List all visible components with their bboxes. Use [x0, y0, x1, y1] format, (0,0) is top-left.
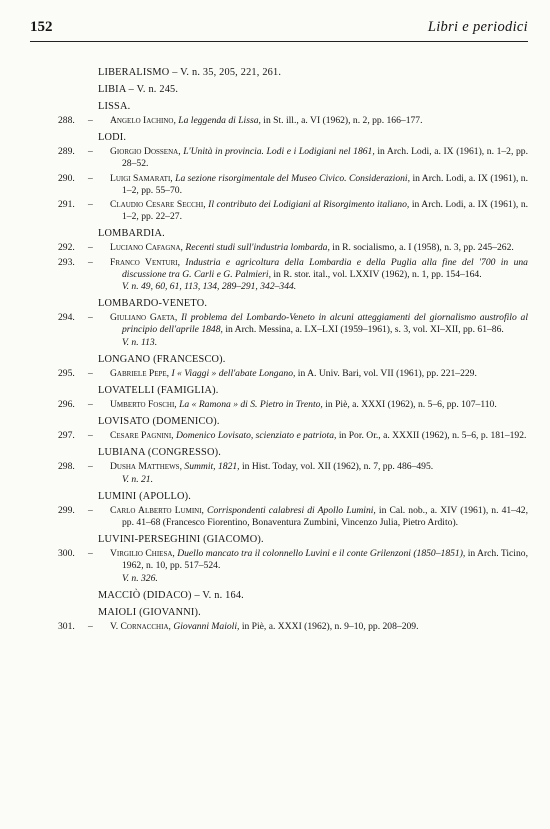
- bibliography-entry: [30, 199, 528, 223]
- entry-author: Angelo Iachino,: [110, 115, 176, 126]
- citation-text: [110, 461, 528, 473]
- subject-heading: LODI.: [98, 132, 127, 144]
- subject-heading: MAIOLI (GIOVANNI).: [98, 606, 201, 618]
- entry-author: Giorgio Dossena,: [110, 146, 181, 158]
- entry-title: La leggenda di Lissa,: [178, 115, 261, 126]
- entry-title: Il contributo dei Lodigiani al Risorgimento italiano,: [208, 199, 410, 211]
- bibliography-entry: [30, 312, 528, 349]
- entry-number: 289.: [58, 146, 75, 158]
- subject-heading: LOVATELLI (FAMIGLIA).: [98, 385, 219, 397]
- entry-author: Gabriele Pepe,: [110, 367, 170, 379]
- entry-dash: –: [88, 242, 93, 254]
- citation-text: [110, 399, 528, 411]
- entry-dash: –: [88, 172, 93, 184]
- entry-title: I « Viaggi » dell'abate Longano,: [171, 367, 296, 379]
- entry-number: 300.: [58, 548, 75, 560]
- subject-heading: LISSA.: [98, 101, 131, 112]
- entry-title: Giovanni Maioli,: [173, 620, 240, 632]
- entry-author: Luigi Samarati,: [110, 172, 173, 184]
- entry-author: Claudio Cesare Secchi,: [110, 199, 206, 211]
- subject-heading: LUBIANA (CONGRESSO).: [98, 447, 221, 459]
- citation-text: [110, 621, 528, 633]
- bibliography-entry: [30, 621, 528, 633]
- page-header: [30, 19, 528, 41]
- cross-reference: V. n. 21.: [122, 473, 154, 485]
- entry-dash: –: [88, 399, 93, 411]
- entry-number: 291.: [58, 199, 75, 211]
- entry-number: 292.: [58, 242, 75, 254]
- entry-publication: in Cal. nob., a. XIV (1961), n. 41–42, pp. 41–68 (Francesco Fiorentino, Bonaventura Zumbini, Vincenzo Julia, Pietro Ardito).: [122, 504, 528, 529]
- entry-dash: –: [88, 548, 93, 560]
- entry-dash: –: [88, 256, 93, 268]
- bibliography-entry: [30, 399, 528, 411]
- entry-dash: –: [88, 199, 93, 211]
- subject-heading: LONGANO (FRANCESCO).: [98, 353, 226, 365]
- entry-publication: in Arch. Lodi, a. IX (1961), n. 1–2, pp. 28–52.: [122, 146, 528, 170]
- cross-reference: V. n. 49, 60, 61, 113, 134, 289–291, 342–344.: [122, 281, 297, 293]
- bibliography-entry: [30, 368, 528, 380]
- entry-author: V. Cornacchia,: [110, 620, 171, 632]
- entry-publication: in St. ill., a. VI (1962), n. 2, pp. 166–177.: [263, 115, 423, 126]
- cross-reference: V. n. 326.: [122, 572, 158, 584]
- header-rule: [30, 41, 528, 42]
- entry-publication: in R. stor. ital., vol. LXXIV (1962), n. 1, pp. 154–164.: [273, 268, 482, 280]
- entry-dash: –: [88, 620, 93, 632]
- entry-title: La sezione risorgimentale del Museo Civico. Considerazioni,: [175, 172, 410, 184]
- entry-publication: in Hist. Today, vol. XII (1962), n. 7, pp. 486–495.: [241, 461, 434, 473]
- entry-publication: in R. socialismo, a. I (1958), n. 3, pp. 245–262.: [332, 242, 514, 254]
- entry-author: Cesare Pagnini,: [110, 430, 174, 442]
- citation-text: [110, 173, 528, 197]
- subject-heading: LUVINI-PERSEGHINI (GIACOMO).: [98, 534, 264, 546]
- entry-title: L'Unità in provincia. Lodi e i Lodigiani nel 1861,: [183, 146, 375, 158]
- citation-text: [110, 548, 528, 572]
- bibliography-entry: [30, 242, 528, 254]
- entry-publication: in Arch. Messina, a. LX–LXI (1959–1961), s. 3, vol. XI–XII, pp. 61–86.: [225, 324, 504, 336]
- entry-publication: in Por. Or., a. XXXII (1962), n. 5–6, p. 181–192.: [338, 430, 527, 442]
- bibliography-entry: [30, 115, 528, 127]
- citation-text: [110, 146, 528, 170]
- bibliography-entry: [30, 461, 528, 485]
- entry-dash: –: [88, 430, 93, 442]
- bibliography-entry: [30, 430, 528, 442]
- entry-author: Carlo Alberto Lumini,: [110, 504, 204, 516]
- entry-publication: in A. Univ. Bari, vol. VII (1961), pp. 221–229.: [297, 367, 477, 379]
- bibliography-entry: [30, 173, 528, 197]
- bibliography-list: [30, 66, 528, 633]
- entry-number: 301.: [58, 620, 75, 632]
- entry-author: Luciano Cafagna,: [110, 242, 183, 254]
- entry-number: 299.: [58, 504, 75, 516]
- bibliography-entry: [30, 146, 528, 170]
- entry-dash: –: [88, 312, 93, 324]
- entry-number: 293.: [58, 256, 75, 268]
- subject-heading: LOVISATO (DOMENICO).: [98, 416, 220, 428]
- entry-publication: in Arch. Ticino, 1962, n. 10, pp. 517–524.: [122, 548, 528, 572]
- page-number: 152: [30, 19, 53, 35]
- entry-title: Summit, 1821,: [184, 461, 240, 473]
- entry-publication: in Piè, a. XXXI (1962), n. 9–10, pp. 208–209.: [241, 620, 419, 632]
- entry-author: Giuliano Gaeta,: [110, 312, 178, 324]
- entry-number: 295.: [58, 367, 75, 379]
- entry-publication: in Arch. Lodi, a. IX (1961), n. 1–2, pp. 55–70.: [122, 172, 528, 196]
- entry-author: Umberto Foschi,: [110, 399, 177, 411]
- entry-dash: –: [88, 504, 93, 516]
- entry-dash: –: [88, 146, 93, 158]
- subject-heading: LIBERALISMO – V. n. 35, 205, 221, 261.: [98, 67, 282, 78]
- entry-number: 297.: [58, 430, 75, 442]
- entry-title: Domenico Lovisato, scienziato e patriota,: [176, 430, 337, 442]
- citation-text: [110, 505, 528, 529]
- citation-text: [110, 199, 528, 223]
- entry-number: 294.: [58, 312, 75, 324]
- entry-publication: in Arch. Lodi, a. IX (1961), n. 1–2, pp. 22–27.: [122, 199, 529, 223]
- entry-dash: –: [88, 367, 93, 379]
- entry-number: 296.: [58, 399, 75, 411]
- subject-heading: LOMBARDO-VENETO.: [98, 298, 208, 310]
- entry-dash: –: [88, 115, 93, 126]
- citation-text: [110, 430, 528, 442]
- entry-publication: in Piè, a. XXXI (1962), n. 5–6, pp. 107–110.: [325, 399, 497, 411]
- citation-text: [110, 242, 528, 254]
- subject-heading: LIBIA – V. n. 245.: [98, 84, 179, 95]
- entry-number: 290.: [58, 172, 75, 184]
- bibliography-entry: [30, 505, 528, 529]
- entry-title: Corrispondenti calabresi di Apollo Lumini,: [207, 504, 376, 516]
- entry-title: La « Ramona » di S. Pietro in Trento,: [179, 399, 323, 411]
- entry-author: Franco Venturi,: [110, 256, 181, 268]
- entry-author: Virgilio Chiesa,: [110, 548, 175, 560]
- subject-heading: LUMINI (APOLLO).: [98, 490, 191, 502]
- citation-text: [110, 257, 528, 281]
- entry-title: Il problema del Lombardo-Veneto in alcuni atteggiamenti del giornalismo austrofilo al principio dell'aprile 1848,: [122, 312, 528, 336]
- citation-text: [110, 312, 528, 336]
- entry-title: Recenti studi sull'industria lombarda,: [185, 242, 330, 254]
- bibliography-entry: [30, 548, 528, 585]
- subject-heading: MACCIÒ (DIDACO) – V. n. 164.: [98, 589, 244, 601]
- entry-author: Dusha Matthews,: [110, 461, 182, 473]
- citation-text: [110, 368, 528, 380]
- entry-number: 288.: [58, 115, 75, 126]
- bibliography-entry: [30, 257, 528, 294]
- entry-title: Duello mancato tra il colonnello Luvini e il conte Grilenzoni (1850–1851),: [177, 548, 466, 560]
- cross-reference: V. n. 113.: [122, 336, 158, 348]
- citation-text: [110, 115, 528, 127]
- subject-heading: LOMBARDIA.: [98, 228, 165, 240]
- entry-number: 298.: [58, 461, 75, 473]
- running-title: Libri e periodici: [427, 19, 528, 35]
- entry-dash: –: [88, 461, 93, 473]
- entry-title: Industria e agricoltura della Lombardia e della Puglia alla fine del '700 in una discussione tra G. Carli e G. Palmieri,: [122, 256, 528, 280]
